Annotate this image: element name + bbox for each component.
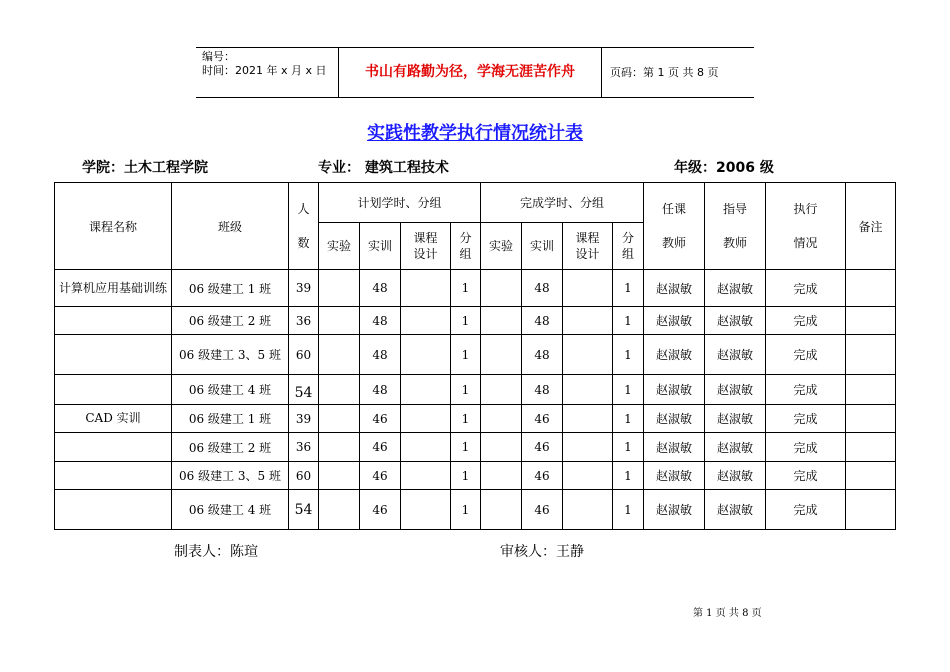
cell-plan-train: 46: [360, 490, 401, 530]
cell-done-exp: [481, 433, 522, 462]
table-row: [55, 335, 896, 375]
cell-plan-train: 46: [360, 462, 401, 490]
cell-plan-group: 1: [451, 270, 481, 307]
cell-guide: 赵淑敏: [705, 490, 766, 530]
cell-plan-train: 48: [360, 270, 401, 307]
col-guide-l2: 教师: [722, 236, 747, 250]
cell-remark: [846, 462, 896, 490]
cell-teacher: 赵淑敏: [644, 270, 705, 307]
reviewer-label: 审核人：王静: [500, 544, 584, 560]
page-number: 第 1 页 共 8 页: [693, 608, 762, 619]
col-count: [289, 183, 319, 270]
cell-done-design: [563, 375, 613, 405]
document-header: [196, 47, 754, 98]
header-page-code: 页码：第 1 页 共 8 页: [610, 66, 719, 79]
cell-plan-train: 46: [360, 405, 401, 433]
cell-plan-exp: [319, 335, 360, 375]
major-label: 专业： 建筑工程技术: [318, 160, 449, 176]
table-row: [55, 433, 896, 462]
cell-plan-train: 48: [360, 375, 401, 405]
cell-plan-group: 1: [451, 462, 481, 490]
cell-done-exp: [481, 405, 522, 433]
cell-status: 完成: [766, 405, 846, 433]
table-header-row: [55, 183, 896, 223]
cell-plan-design: [401, 405, 451, 433]
cell-done-group: 1: [613, 375, 644, 405]
cell-course: [55, 490, 172, 530]
cell-remark: [846, 270, 896, 307]
cell-status: 完成: [766, 335, 846, 375]
cell-guide: 赵淑敏: [705, 433, 766, 462]
cell-course: CAD 实训: [55, 405, 172, 433]
col-course: 课程名称: [55, 183, 172, 270]
cell-remark: [846, 433, 896, 462]
cell-remark: [846, 405, 896, 433]
cell-count: 36: [289, 307, 319, 335]
cell-count: 39: [289, 405, 319, 433]
col-done-group: 分 组: [613, 223, 644, 270]
cell-done-group: 1: [613, 433, 644, 462]
cell-class: 06 级建工 1 班: [172, 270, 289, 307]
cell-plan-exp: [319, 405, 360, 433]
cell-done-train: 46: [522, 490, 563, 530]
cell-class: 06 级建工 1 班: [172, 405, 289, 433]
cell-status: 完成: [766, 433, 846, 462]
cell-plan-train: 48: [360, 335, 401, 375]
table-row: [55, 270, 896, 307]
cell-status: 完成: [766, 270, 846, 307]
cell-teacher: 赵淑敏: [644, 335, 705, 375]
cell-plan-design: [401, 335, 451, 375]
cell-class: 06 级建工 3、5 班: [172, 462, 289, 490]
header-meta: [196, 48, 344, 99]
cell-guide: 赵淑敏: [705, 335, 766, 375]
cell-done-exp: [481, 307, 522, 335]
cell-remark: [846, 375, 896, 405]
cell-done-exp: [481, 375, 522, 405]
cell-count: 39: [289, 270, 319, 307]
col-count-l1: 人: [297, 202, 310, 216]
col-done-design: 课程 设计: [563, 223, 613, 270]
cell-plan-exp: [319, 490, 360, 530]
col-remark: 备注: [846, 183, 896, 270]
cell-course: [55, 375, 172, 405]
col-class: 班级: [172, 183, 289, 270]
cell-done-design: [563, 307, 613, 335]
cell-plan-design: [401, 433, 451, 462]
cell-course: 计算机应用基础训练: [55, 270, 172, 307]
cell-class: 06 级建工 4 班: [172, 375, 289, 405]
college-label: 学院：土木工程学院: [82, 160, 208, 176]
cell-plan-group: 1: [451, 335, 481, 375]
cell-done-train: 48: [522, 307, 563, 335]
cell-class: 06 级建工 2 班: [172, 433, 289, 462]
cell-done-train: 48: [522, 270, 563, 307]
cell-done-train: 48: [522, 375, 563, 405]
col-teacher: [644, 183, 705, 270]
col-teacher-l2: 教师: [661, 236, 686, 250]
cell-count: 54: [289, 375, 319, 405]
table-row: [55, 375, 896, 405]
cell-status: 完成: [766, 490, 846, 530]
cell-plan-group: 1: [451, 375, 481, 405]
table-row: [55, 307, 896, 335]
cell-done-group: 1: [613, 405, 644, 433]
cell-plan-design: [401, 270, 451, 307]
grade-label: 年级：2006 级: [674, 160, 774, 176]
col-done-exp: 实验: [481, 223, 522, 270]
cell-teacher: 赵淑敏: [644, 307, 705, 335]
cell-teacher: 赵淑敏: [644, 433, 705, 462]
cell-count: 60: [289, 462, 319, 490]
cell-course: [55, 307, 172, 335]
cell-plan-group: 1: [451, 307, 481, 335]
cell-done-exp: [481, 490, 522, 530]
cell-done-exp: [481, 335, 522, 375]
cell-done-group: 1: [613, 307, 644, 335]
cell-guide: 赵淑敏: [705, 375, 766, 405]
cell-plan-exp: [319, 270, 360, 307]
cell-plan-group: 1: [451, 433, 481, 462]
cell-done-train: 46: [522, 462, 563, 490]
cell-plan-exp: [319, 375, 360, 405]
cell-status: 完成: [766, 375, 846, 405]
cell-teacher: 赵淑敏: [644, 462, 705, 490]
cell-plan-exp: [319, 307, 360, 335]
col-plan-train: 实训: [360, 223, 401, 270]
cell-count: 54: [289, 490, 319, 530]
cell-teacher: 赵淑敏: [644, 405, 705, 433]
col-plan-group: 分 组: [451, 223, 481, 270]
col-planned: 计划学时、分组: [319, 183, 481, 223]
cell-plan-train: 48: [360, 307, 401, 335]
cell-done-design: [563, 462, 613, 490]
col-count-l2: 数: [297, 236, 310, 250]
cell-done-group: 1: [613, 490, 644, 530]
cell-plan-exp: [319, 433, 360, 462]
cell-done-design: [563, 433, 613, 462]
col-guide: [705, 183, 766, 270]
cell-count: 36: [289, 433, 319, 462]
cell-plan-design: [401, 490, 451, 530]
cell-guide: 赵淑敏: [705, 405, 766, 433]
cell-class: 06 级建工 2 班: [172, 307, 289, 335]
cell-plan-exp: [319, 462, 360, 490]
cell-remark: [846, 490, 896, 530]
stats-table: [54, 182, 896, 530]
cell-course: [55, 462, 172, 490]
col-exec: [766, 183, 846, 270]
cell-done-group: 1: [613, 335, 644, 375]
cell-remark: [846, 307, 896, 335]
col-teacher-l1: 任课: [661, 202, 686, 216]
number-label: 编号：: [202, 50, 235, 63]
cell-done-design: [563, 270, 613, 307]
cell-plan-design: [401, 462, 451, 490]
cell-guide: 赵淑敏: [705, 462, 766, 490]
cell-plan-group: 1: [451, 490, 481, 530]
cell-plan-design: [401, 307, 451, 335]
cell-plan-design: [401, 375, 451, 405]
cell-count: 60: [289, 335, 319, 375]
cell-class: 06 级建工 4 班: [172, 490, 289, 530]
table-row: [55, 490, 896, 530]
cell-course: [55, 433, 172, 462]
cell-plan-train: 46: [360, 433, 401, 462]
cell-teacher: 赵淑敏: [644, 490, 705, 530]
table-row: [55, 405, 896, 433]
cell-done-design: [563, 335, 613, 375]
col-exec-l2: 情况: [793, 236, 818, 250]
col-plan-exp: 实验: [319, 223, 360, 270]
cell-done-group: 1: [613, 270, 644, 307]
time-label: 时间：2021 年 x 月 x 日: [202, 64, 327, 77]
cell-done-exp: [481, 270, 522, 307]
cell-teacher: 赵淑敏: [644, 375, 705, 405]
col-plan-design: 课程 设计: [401, 223, 451, 270]
table-row: [55, 462, 896, 490]
cell-plan-group: 1: [451, 405, 481, 433]
cell-done-design: [563, 405, 613, 433]
col-guide-l1: 指导: [722, 202, 747, 216]
cell-guide: 赵淑敏: [705, 270, 766, 307]
col-exec-l1: 执行: [793, 202, 818, 216]
cell-class: 06 级建工 3、5 班: [172, 335, 289, 375]
cell-done-design: [563, 490, 613, 530]
col-completed: 完成学时、分组: [481, 183, 644, 223]
cell-done-train: 48: [522, 335, 563, 375]
cell-done-train: 46: [522, 433, 563, 462]
cell-done-group: 1: [613, 462, 644, 490]
document-title: 实践性教学执行情况统计表: [367, 123, 583, 144]
cell-status: 完成: [766, 462, 846, 490]
header-motto: 书山有路勤为径，学海无涯苦作舟: [338, 48, 602, 97]
cell-remark: [846, 335, 896, 375]
maker-label: 制表人：陈瑄: [174, 544, 258, 560]
cell-guide: 赵淑敏: [705, 307, 766, 335]
cell-done-exp: [481, 462, 522, 490]
cell-done-train: 46: [522, 405, 563, 433]
cell-course: [55, 335, 172, 375]
cell-status: 完成: [766, 307, 846, 335]
col-done-train: 实训: [522, 223, 563, 270]
